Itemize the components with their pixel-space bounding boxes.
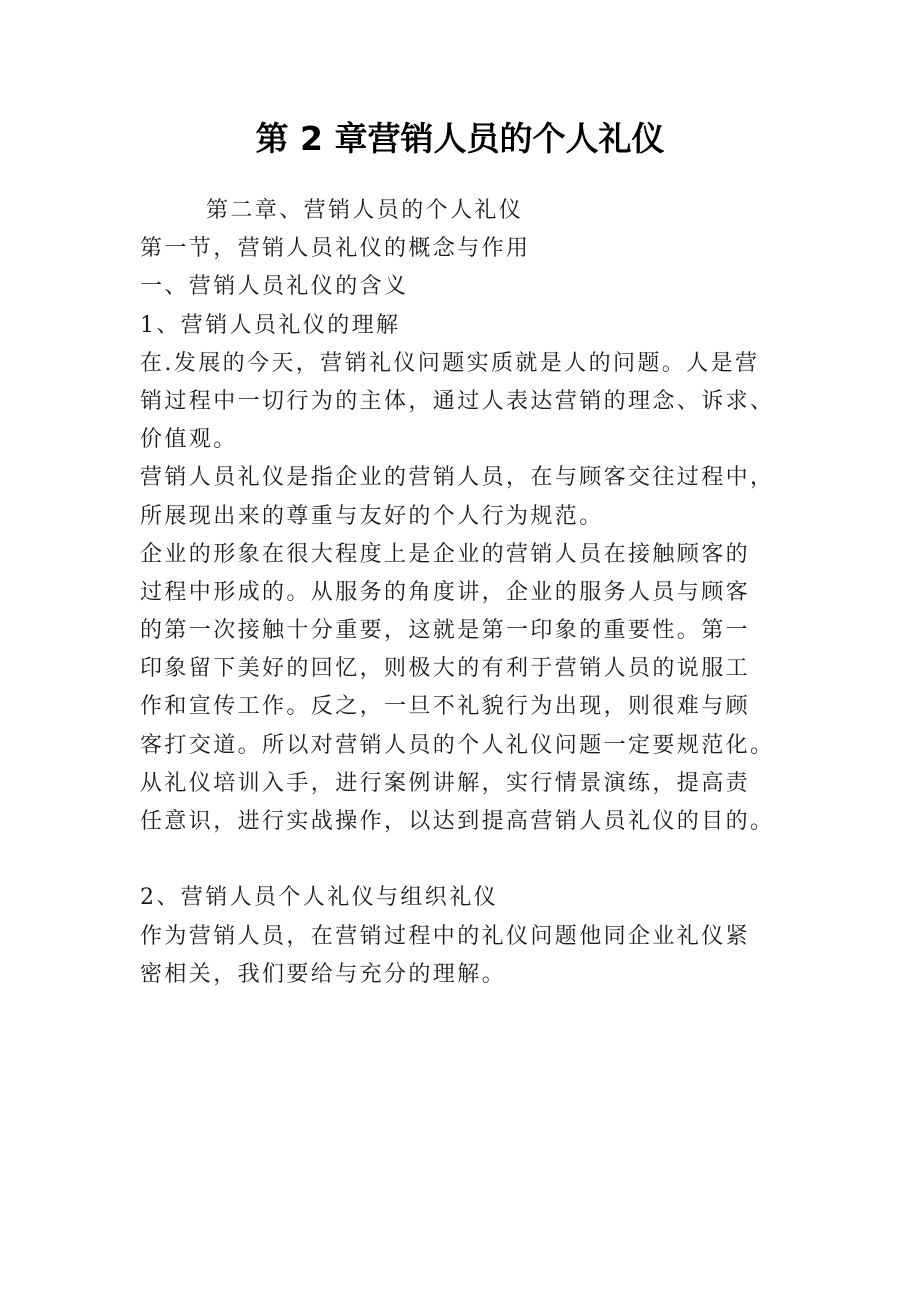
- subsection-heading: 一、营销人员礼仪的含义: [140, 274, 409, 300]
- document-body: [140, 192, 780, 994]
- paragraph-line: 客打交道。所以对营销人员的个人礼仪问题一定要规范化。: [140, 732, 775, 758]
- paragraph-line: 价值观。: [140, 427, 238, 453]
- paragraph-line: 作和宣传工作。反之，一旦不礼貌行为出现，则很难与顾: [140, 694, 751, 720]
- paragraph-line: 企业的形象在很大程度上是企业的营销人员在接触顾客的: [140, 541, 751, 567]
- paragraph-line: 印象留下美好的回忆，则极大的有利于营销人员的说服工: [140, 656, 751, 682]
- paragraph-line: 过程中形成的。从服务的角度讲，企业的服务人员与顾客: [140, 579, 751, 605]
- paragraph-line: 的第一次接触十分重要，这就是第一印象的重要性。第一: [140, 618, 751, 644]
- paragraph-line: 作为营销人员，在营销过程中的礼仪问题他同企业礼仪紧: [140, 923, 751, 949]
- paragraph-line: 密相关，我们要给与充分的理解。: [140, 961, 507, 987]
- blank-line: [140, 841, 780, 879]
- paragraph-line: 营销人员礼仪是指企业的营销人员，在与顾客交往过程中，: [140, 465, 775, 491]
- paragraph-line: 销过程中一切行为的主体，通过人表达营销的理念、诉求、: [140, 388, 775, 414]
- paragraph-line: 所展现出来的尊重与友好的个人行为规范。: [140, 503, 604, 529]
- chapter-heading: 第二章、营销人员的个人礼仪: [206, 198, 524, 223]
- document-title: 第 2 章营销人员的个人礼仪: [255, 119, 665, 158]
- paragraph-line: 在.发展的今天，营销礼仪问题实质就是人的问题。人是营: [140, 350, 760, 376]
- paragraph-line: 任意识，进行实战操作，以达到提高营销人员礼仪的目的。: [140, 809, 775, 834]
- paragraph-line: 从礼仪培训入手，进行案例讲解，实行情景演练，提高责: [140, 770, 751, 796]
- item-heading: 2、营销人员个人礼仪与组织礼仪: [140, 885, 498, 911]
- item-heading: 1、营销人员礼仪的理解: [140, 312, 401, 338]
- section-heading: 第一节，营销人员礼仪的概念与作用: [140, 236, 531, 262]
